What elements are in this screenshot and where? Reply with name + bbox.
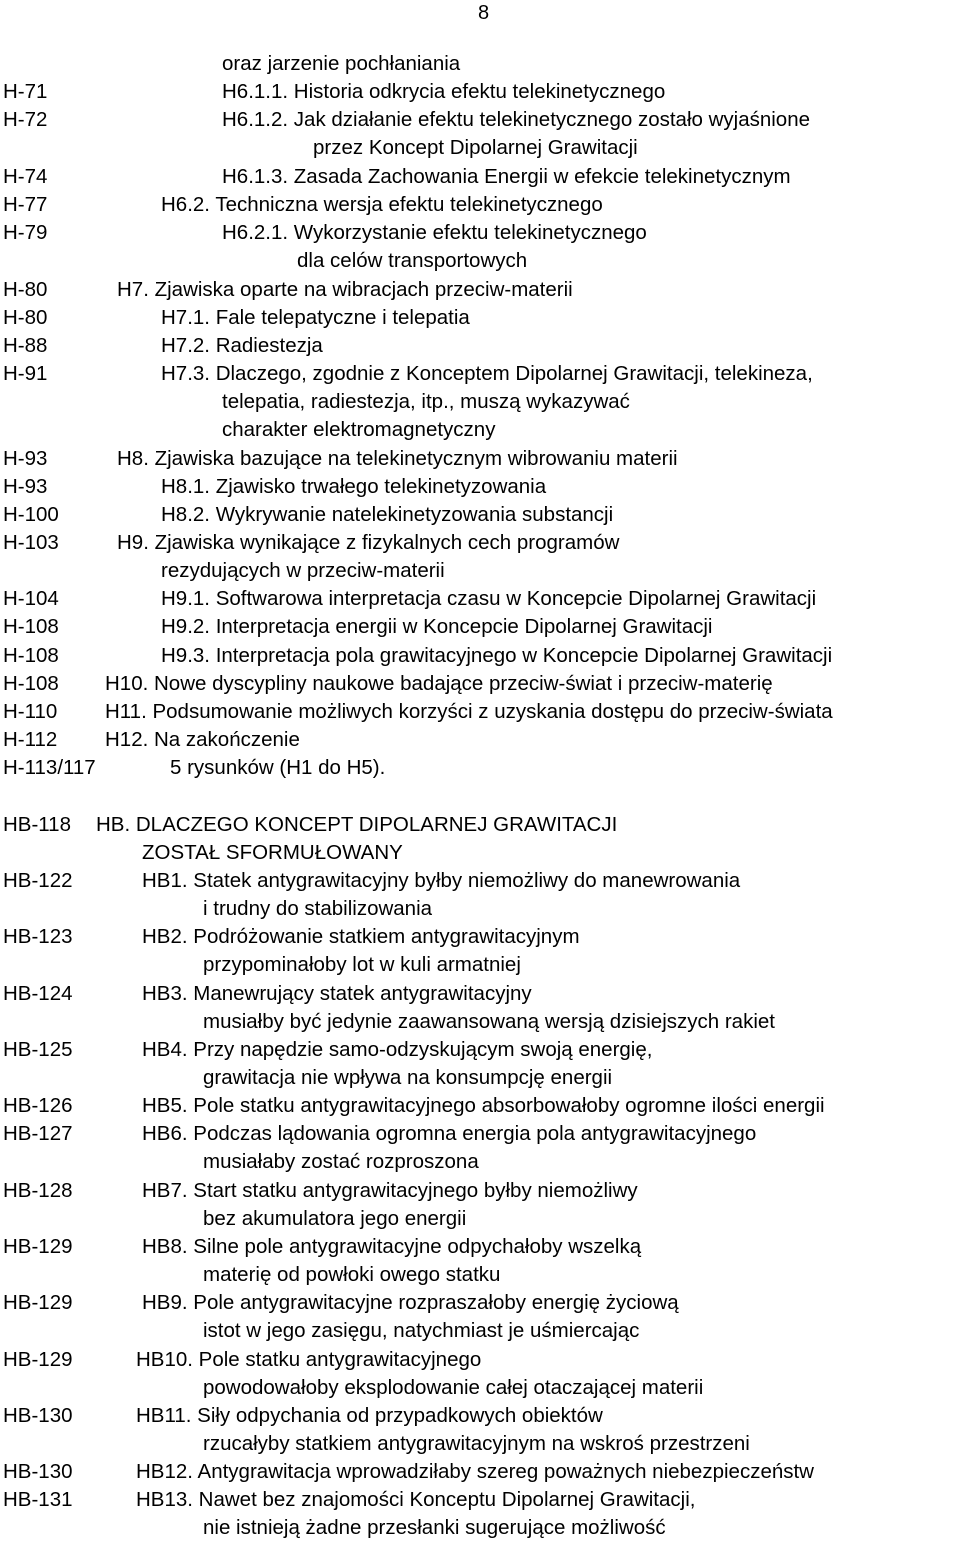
toc-entry-title: HB. DLACZEGO KONCEPT DIPOLARNEJ GRAWITACJI <box>96 813 618 836</box>
toc-page-ref: HB-127 <box>3 1122 73 1145</box>
toc-page-ref: H-79 <box>3 221 48 244</box>
toc-page-ref: H-91 <box>3 362 48 385</box>
toc-page-ref: HB-123 <box>3 925 73 948</box>
toc-page-ref: H-100 <box>3 503 59 526</box>
toc-entry-title: H7.3. Dlaczego, zgodnie z Konceptem Dipolarnej Grawitacji, telekineza, <box>161 362 813 385</box>
toc-entry-title: H7.1. Fale telepatyczne i telepatia <box>161 306 470 329</box>
toc-entry-title: H7. Zjawiska oparte na wibracjach przeciw-materii <box>117 278 573 301</box>
toc-page-ref: H-110 <box>3 700 58 723</box>
toc-entry-title: H9.3. Interpretacja pola grawitacyjnego w Koncepcie Dipolarnej Grawitacji <box>161 644 833 667</box>
toc-entry-title: musiałaby zostać rozproszona <box>203 1150 479 1173</box>
toc-entry-title: musiałby być jedynie zaawansowaną wersją dzisiejszych rakiet <box>203 1010 775 1033</box>
toc-entry-title: bez akumulatora jego energii <box>203 1207 467 1230</box>
toc-page-ref: HB-126 <box>3 1094 73 1117</box>
toc-entry-title: H8. Zjawiska bazujące na telekinetycznym wibrowaniu materii <box>117 447 678 470</box>
toc-entry-title: i trudny do stabilizowania <box>203 897 433 920</box>
toc-page-ref: HB-122 <box>3 869 73 892</box>
toc-entry-title: H9.2. Interpretacja energii w Koncepcie Dipolarnej Grawitacji <box>161 615 713 638</box>
toc-page-ref: H-71 <box>3 80 48 103</box>
toc-entry-title: rezydujących w przeciw-materii <box>161 559 445 582</box>
toc-entry-title: przez Koncept Dipolarnej Grawitacji <box>313 136 638 159</box>
toc-entry-title: H10. Nowe dyscypliny naukowe badające przeciw-świat i przeciw-materię <box>105 672 773 695</box>
toc-entry-title: charakter elektromagnetyczny <box>222 418 496 441</box>
toc-entry-title: H6.1.1. Historia odkrycia efektu telekinetycznego <box>222 80 666 103</box>
toc-entry-title: H6.2. Techniczna wersja efektu telekinetycznego <box>161 193 603 216</box>
toc-page-ref: H-74 <box>3 165 48 188</box>
toc-page-ref: HB-129 <box>3 1348 73 1371</box>
toc-entry-title: HB8. Silne pole antygrawitacyjne odpychałoby wszelką <box>142 1235 642 1258</box>
toc-page-ref: H-108 <box>3 644 59 667</box>
toc-entry-title: H8.2. Wykrywanie natelekinetyzowania substancji <box>161 503 614 526</box>
toc-entry-title: 5 rysunków (H1 do H5). <box>170 756 386 779</box>
toc-page-ref: H-103 <box>3 531 59 554</box>
toc-entry-title: przypominałoby lot w kuli armatniej <box>203 953 521 976</box>
toc-entry-title: HB6. Podczas lądowania ogromna energia pola antygrawitacyjnego <box>142 1122 757 1145</box>
toc-page-ref: HB-125 <box>3 1038 73 1061</box>
toc-entry-title: HB9. Pole antygrawitacyjne rozpraszałoby energię życiową <box>142 1291 679 1314</box>
toc-entry-title: H6.1.2. Jak działanie efektu telekinetycznego zostało wyjaśnione <box>222 108 811 131</box>
toc-page-ref: HB-118 <box>3 813 71 836</box>
toc-entry-title: H6.1.3. Zasada Zachowania Energii w efekcie telekinetycznym <box>222 165 791 188</box>
page-number: 8 <box>478 2 490 24</box>
toc-entry-title: HB5. Pole statku antygrawitacyjnego absorbowałoby ogromne ilości energii <box>142 1094 825 1117</box>
toc-entry-title: HB13. Nawet bez znajomości Konceptu Dipolarnej Grawitacji, <box>136 1488 696 1511</box>
toc-page-ref: HB-124 <box>3 982 73 1005</box>
toc-entry-title: oraz jarzenie pochłaniania <box>222 52 461 75</box>
toc-page-ref: H-112 <box>3 728 58 751</box>
toc-page-ref: HB-129 <box>3 1235 73 1258</box>
toc-entry-title: H9.1. Softwarowa interpretacja czasu w Koncepcie Dipolarnej Grawitacji <box>161 587 817 610</box>
toc-entry-title: H7.2. Radiestezja <box>161 334 323 357</box>
toc-entry-title: istot w jego zasięgu, natychmiast je uśmiercając <box>203 1319 640 1342</box>
toc-entry-title: H6.2.1. Wykorzystanie efektu telekinetycznego <box>222 221 647 244</box>
toc-entry-title: H12. Na zakończenie <box>105 728 300 751</box>
toc-entry-title: H11. Podsumowanie możliwych korzyści z uzyskania dostępu do przeciw-świata <box>105 700 833 723</box>
toc-entry-title: powodowałoby eksplodowanie całej otaczającej materii <box>203 1376 704 1399</box>
toc-entry-title: HB12. Antygrawitacja wprowadziłaby szereg poważnych niebezpieczeństw <box>136 1460 814 1483</box>
toc-page-ref: H-104 <box>3 587 59 610</box>
toc-entry-title: HB1. Statek antygrawitacyjny byłby niemożliwy do manewrowania <box>142 869 741 892</box>
toc-entry-title: HB3. Manewrujący statek antygrawitacyjny <box>142 982 532 1005</box>
toc-entry-title: H9. Zjawiska wynikające z fizykalnych cech programów <box>117 531 620 554</box>
toc-entry-title: HB2. Podróżowanie statkiem antygrawitacyjnym <box>142 925 580 948</box>
toc-page-ref: H-80 <box>3 306 48 329</box>
toc-page-ref: H-93 <box>3 475 48 498</box>
toc-page-ref: HB-131 <box>3 1488 73 1511</box>
toc-page-ref: H-88 <box>3 334 48 357</box>
toc-page-ref: HB-130 <box>3 1460 73 1483</box>
toc-page-ref: H-93 <box>3 447 48 470</box>
toc-entry-title: telepatia, radiestezja, itp., muszą wykazywać <box>222 390 630 413</box>
toc-page-ref: HB-128 <box>3 1179 73 1202</box>
toc-entry-title: materię od powłoki owego statku <box>203 1263 501 1286</box>
toc-page-ref: HB-129 <box>3 1291 73 1314</box>
toc-entry-title: nie istnieją żadne przesłanki sugerujące możliwość <box>203 1516 666 1539</box>
toc-entry-title: HB7. Start statku antygrawitacyjnego byłby niemożliwy <box>142 1179 638 1202</box>
toc-entry-title: H8.1. Zjawisko trwałego telekinetyzowania <box>161 475 547 498</box>
toc-page-ref: H-80 <box>3 278 48 301</box>
toc-entry-title: rzucałyby statkiem antygrawitacyjnym na wskroś przestrzeni <box>203 1432 750 1455</box>
toc-page-ref: H-108 <box>3 672 59 695</box>
toc-page-ref: H-77 <box>3 193 48 216</box>
toc-entry-title: ZOSTAŁ SFORMUŁOWANY <box>142 841 403 864</box>
toc-page-ref: HB-130 <box>3 1404 73 1427</box>
toc-entry-title: HB10. Pole statku antygrawitacyjnego <box>136 1348 482 1371</box>
toc-entry-title: grawitacja nie wpływa na konsumpcję energii <box>203 1066 613 1089</box>
toc-entry-title: HB11. Siły odpychania od przypadkowych obiektów <box>136 1404 603 1427</box>
toc-page-ref: H-108 <box>3 615 59 638</box>
toc-entry-title: HB4. Przy napędzie samo-odzyskującym swoją energię, <box>142 1038 653 1061</box>
toc-page-ref: H-113/117 <box>3 756 96 779</box>
toc-entry-title: dla celów transportowych <box>297 249 528 272</box>
toc-page-ref: H-72 <box>3 108 48 131</box>
